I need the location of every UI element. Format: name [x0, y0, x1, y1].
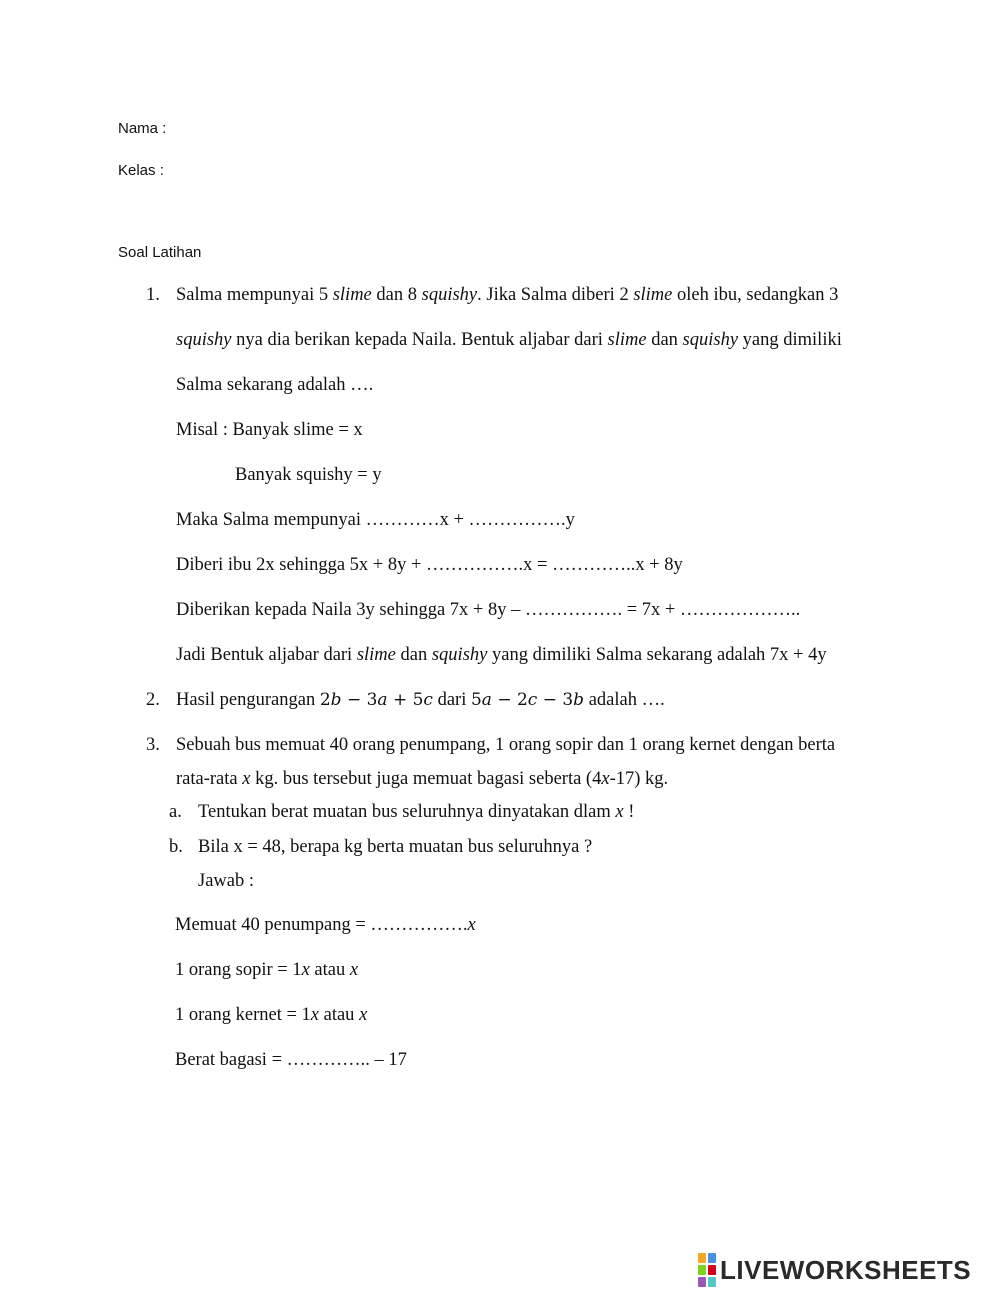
logo-block [698, 1277, 706, 1287]
nama-label: Nama : [118, 120, 167, 137]
q3-text: kg. bus tersebut juga memuat bagasi seberta (4 [250, 769, 602, 789]
q2-text: dari [432, 690, 471, 710]
q1-italic: squishy [682, 330, 739, 350]
q3-italic: x [359, 1005, 368, 1025]
q1-text: oleh ibu, sedangkan 3 [672, 285, 839, 305]
logo-block [708, 1277, 716, 1287]
logo-block [698, 1265, 706, 1275]
q1-diberi-ibu: Diberi ibu 2x sehingga 5x + 8y + …………….x = …………..x + 8y [176, 555, 683, 575]
q1-text: dan [646, 330, 683, 350]
q1-maka: Maka Salma mempunyai …………x + …………….y [176, 510, 575, 530]
q3-text: 1 orang sopir = 1 [175, 960, 302, 980]
q3-memuat [175, 915, 476, 936]
liveworksheets-logo [698, 1254, 994, 1286]
q3-text: Tentukan berat muatan bus seluruhnya dinyatakan dlam [198, 802, 616, 822]
q1-italic: slime [633, 285, 673, 305]
q3-a-text [198, 802, 634, 823]
q3-italic: x [310, 1005, 319, 1025]
q3-text: atau [319, 1005, 360, 1025]
q1-misal-x: Misal : Banyak slime = x [176, 420, 363, 440]
liveworksheets-logo-text: LIVEWORKSHEETS [720, 1254, 972, 1285]
q3-text: ! [623, 802, 635, 822]
q2-line [176, 690, 665, 711]
q3-line-2 [176, 769, 668, 790]
q3-b-label: b. [169, 837, 183, 857]
q3-text: Memuat 40 penumpang = ……………. [175, 915, 468, 935]
logo-block [708, 1253, 716, 1263]
q3-italic: x [615, 802, 624, 822]
q3-text: -17) kg. [609, 769, 669, 789]
q1-text: Jadi Bentuk aljabar dari [176, 645, 357, 665]
q2-number: 2. [146, 690, 160, 710]
liveworksheets-logo-icon [698, 1253, 716, 1287]
soal-title: Soal Latihan [118, 244, 202, 261]
q3-text: rata-rata [176, 769, 243, 789]
q3-italic: x [601, 769, 610, 789]
q1-misal-y: Banyak squishy = y [235, 465, 382, 485]
q3-kernet [175, 1005, 367, 1026]
q1-italic: squishy [176, 330, 232, 350]
q1-diberikan: Diberikan kepada Naila 3y sehingga 7x + 8y – ……………. = 7x + ……………….. [176, 600, 801, 620]
q2-text: adalah …. [584, 690, 665, 710]
q3-sopir [175, 960, 358, 981]
q1-line-1 [176, 285, 838, 306]
q1-text: dan [395, 645, 432, 665]
q2-expression-1: 2𝑏 − 3𝑎 + 5𝑐 [319, 690, 433, 710]
q3-text: atau [309, 960, 350, 980]
q3-italic: x [301, 960, 310, 980]
logo-block [708, 1265, 716, 1275]
q3-line-1: Sebuah bus memuat 40 orang penumpang, 1 orang sopir dan 1 orang kernet dengan berta [176, 735, 836, 755]
q1-italic: squishy [431, 645, 488, 665]
q1-text: nya dia berikan kepada Naila. Bentuk aljabar dari [231, 330, 608, 350]
kelas-label: Kelas : [118, 162, 164, 179]
q3-jawab: Jawab : [198, 871, 254, 891]
q3-italic: x [242, 769, 251, 789]
q1-line-2 [176, 330, 842, 351]
q1-italic: slime [332, 285, 372, 305]
q1-number: 1. [146, 285, 160, 305]
q1-line-3: Salma sekarang adalah …. [176, 375, 374, 395]
q2-text: Hasil pengurangan [176, 690, 320, 710]
q1-text: yang dimiliki Salma sekarang adalah 7x + 4y [487, 645, 827, 665]
q1-text: Salma mempunyai 5 [176, 285, 333, 305]
q1-text: dan 8 [371, 285, 422, 305]
q3-bagasi: Berat bagasi = ………….. – 17 [175, 1050, 407, 1070]
q3-a-label: a. [169, 802, 182, 822]
q1-italic: squishy [421, 285, 478, 305]
q1-italic: slime [607, 330, 647, 350]
q1-italic: slime [356, 645, 396, 665]
q1-jadi [176, 645, 827, 666]
logo-block [698, 1253, 706, 1263]
q3-number: 3. [146, 735, 160, 755]
q3-text: 1 orang kernet = 1 [175, 1005, 311, 1025]
q2-expression-2: 5𝑎 − 2𝑐 − 3𝑏 [470, 690, 585, 710]
q3-italic: x [467, 915, 476, 935]
q1-text: yang dimiliki [738, 330, 842, 350]
q1-text: . Jika Salma diberi 2 [477, 285, 634, 305]
q3-italic: x [349, 960, 359, 980]
q3-b-text: Bila x = 48, berapa kg berta muatan bus seluruhnya ? [198, 837, 593, 857]
